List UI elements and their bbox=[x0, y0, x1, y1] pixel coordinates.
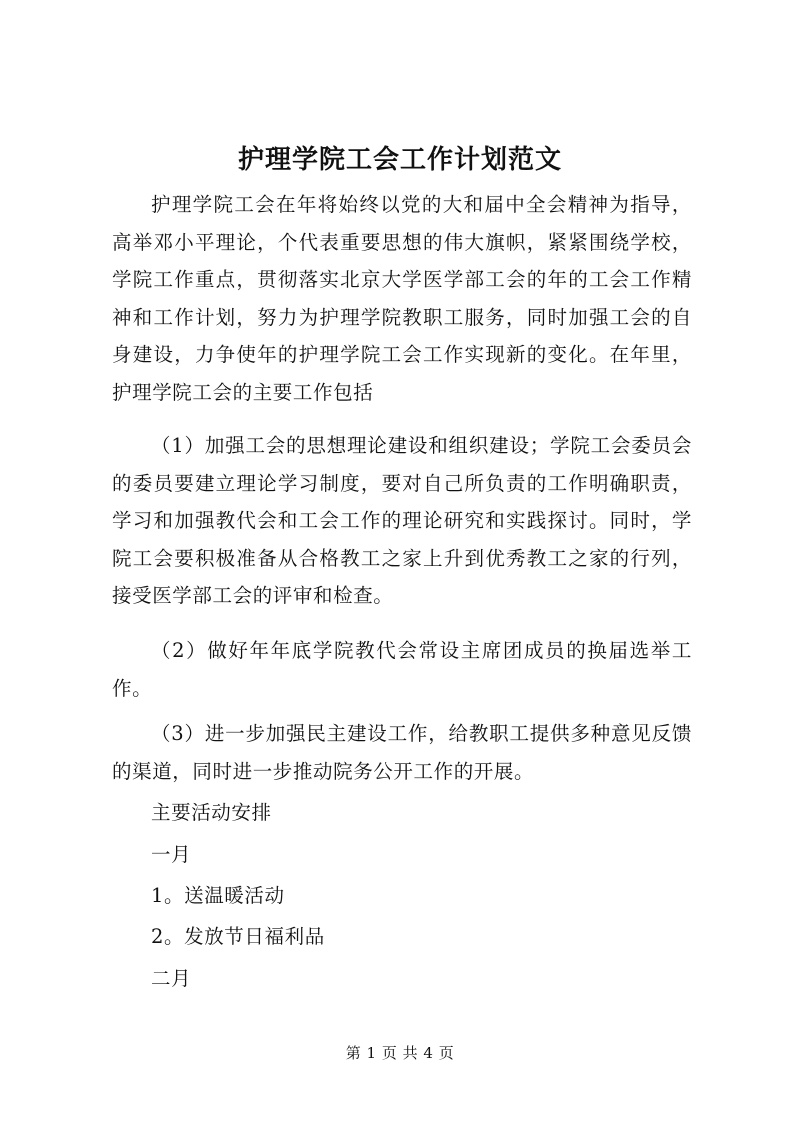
month-heading-january: 一月 bbox=[151, 843, 192, 866]
page-footer: 第 1 页 共 4 页 bbox=[345, 1044, 455, 1062]
list-item: 1。送温暖活动 bbox=[151, 884, 285, 907]
paragraph-intro: 护理学院工会在年将始终以党的大和届中全会精神为指导，高举邓小平理论，个代表重要思想的伟大旗帜，紧紧围绕学校，学院工作重点，贯彻落实北京大学医学部工会的年的工会工作精神和工作计划，努力为护理学院教职工服务，同时加强工会的自身建设，力争使年的护理学院工会工作实现新的变化。在年里，护理学院工会的主要工作包括 bbox=[112, 193, 692, 404]
section-heading-activities: 主要活动安排 bbox=[151, 801, 272, 824]
document-title: 护理学院工会工作计划范文 bbox=[237, 145, 562, 175]
list-item: 2。发放节日福利品 bbox=[151, 925, 325, 948]
paragraph-item-2: （2）做好年年底学院教代会常设主席团成员的换届选举工作。 bbox=[112, 639, 692, 700]
paragraph-item-3: （3）进一步加强民主建设工作，给教职工提供多种意见反馈的渠道，同时进一步推动院务公开工作的开展。 bbox=[112, 722, 692, 783]
month-heading-february: 二月 bbox=[151, 967, 192, 990]
paragraph-item-1: （1）加强工会的思想理论建设和组织建设；学院工会委员会的委员要建立理论学习制度，要对自己所负责的工作明确职责，学习和加强教代会和工会工作的理论研究和实践探讨。同时，学院工会要积极准备从合格教工之家上升到优秀教工之家的行列，接受医学部工会的评审和检查。 bbox=[112, 434, 692, 608]
